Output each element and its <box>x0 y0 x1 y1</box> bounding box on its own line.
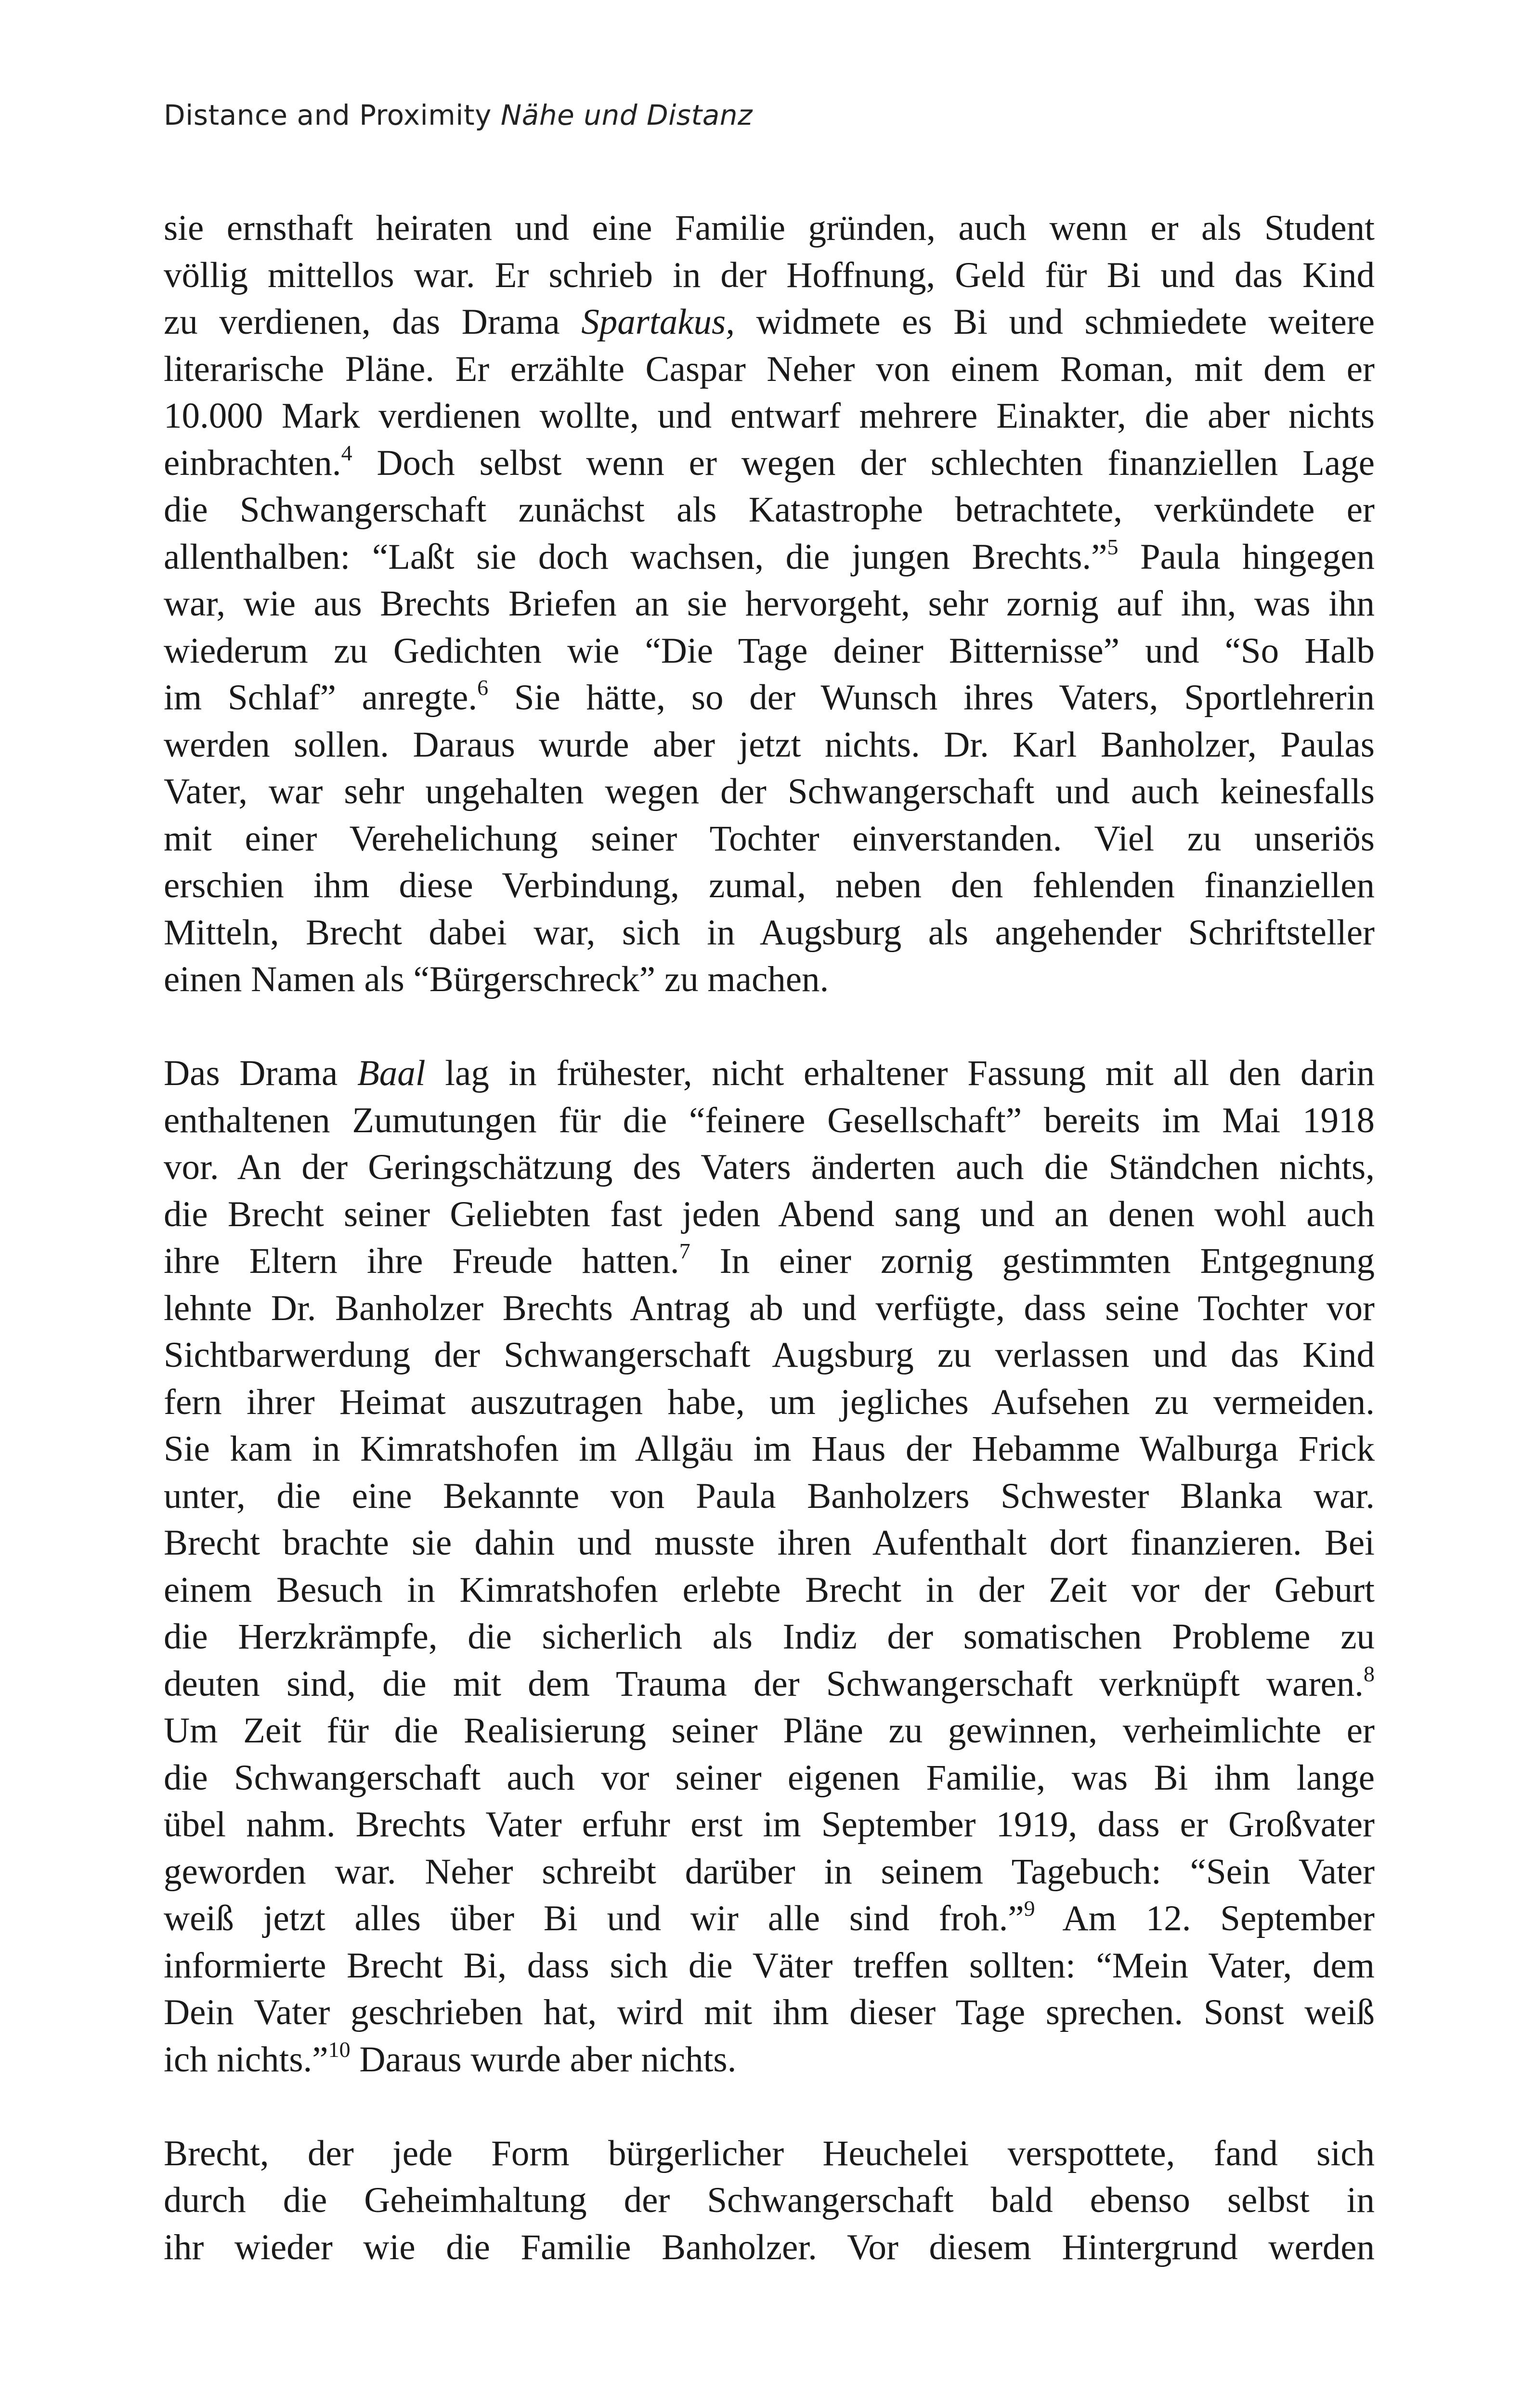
text-line: Sichtbarwerdung der Schwangerschaft Augsburg zu verlassen und das Kind <box>164 1335 1375 1375</box>
text-line: Sie kam in Kimratshofen im Allgäu im Haus der Hebamme Walburga Frick <box>164 1429 1375 1469</box>
text-line: deuten sind, die mit dem Trauma der Schwangerschaft verknüpft waren.$^8$ <box>164 1661 1375 1704</box>
italic-title: Spartakus, <box>581 302 735 342</box>
text-line: sie ernsthaft heiraten und eine Familie gründen, auch wenn er als Student <box>164 208 1375 248</box>
text-line: vor. An der Geringschätzung des Vaters änderten auch die Ständchen nichts, <box>164 1147 1375 1187</box>
text-line: Um Zeit für die Realisierung seiner Pläne zu gewinnen, verheimlichte er <box>164 1711 1375 1751</box>
text-line: allenthalben: “Laßt sie doch wachsen, die jungen Brechts.”$^5$ Paula hingegen <box>164 534 1375 577</box>
text-line: war, wie aus Brechts Briefen an sie hervorgeht, sehr zornig auf ihn, was ihn <box>164 584 1375 624</box>
text-line: Das Drama Baal lag in frühester, nicht erhaltener Fassung mit all den darin <box>164 1053 1375 1093</box>
paragraph <box>164 205 1375 1003</box>
footnote-ref: 9 <box>1024 1896 1035 1921</box>
text-line: Brecht brachte sie dahin und musste ihren Aufenthalt dort finanzieren. Bei <box>164 1523 1375 1563</box>
running-head <box>164 99 753 131</box>
text-line: weiß jetzt alles über Bi und wir alle sind froh.”$^9$ Am 12. September <box>164 1896 1375 1938</box>
running-head-german: Nähe und Distanz <box>500 99 753 131</box>
text-line: literarische Pläne. Er erzählte Caspar Neher von einem Roman, mit dem er <box>164 349 1375 389</box>
text-line: die Schwangerschaft auch vor seiner eigenen Familie, was Bi ihm lange <box>164 1757 1375 1798</box>
text-line: Mitteln, Brecht dabei war, sich in Augsburg als angehender Schriftsteller <box>164 912 1375 953</box>
text-line: werden sollen. Daraus wurde aber jetzt nichts. Dr. Karl Banholzer, Paulas <box>164 724 1375 765</box>
text-line: mit einer Verehelichung seiner Tochter einverstanden. Viel zu unseriös <box>164 818 1375 859</box>
text-line: erschien ihm diese Verbindung, zumal, neben den fehlenden finanziellen <box>164 865 1375 905</box>
text-line: die Schwangerschaft zunächst als Katastrophe betrachtete, verkündete er <box>164 490 1375 530</box>
text-line: zu verdienen, das Drama Spartakus, widmete es Bi und schmiedete weitere <box>164 302 1375 342</box>
text-line: übel nahm. Brechts Vater erfuhr erst im September 1919, dass er Großvater <box>164 1805 1375 1845</box>
text-line: lehnte Dr. Banholzer Brechts Antrag ab und verfügte, dass seine Tochter vor <box>164 1288 1375 1328</box>
text-line: durch die Geheimhaltung der Schwangerschaft bald ebenso selbst in <box>164 2180 1375 2220</box>
text-line: Brecht, der jede Form bürgerlicher Heuchelei verspottete, fand sich <box>164 2133 1375 2173</box>
text-line: einen Namen als “Bürgerschreck” zu machen. <box>164 959 829 999</box>
text-line: ich nichts.”$^{10}$ Daraus wurde aber nichts. <box>164 2037 737 2080</box>
footnote-ref: 5 <box>1107 534 1119 559</box>
text-line: völlig mittellos war. Er schrieb in der Hoffnung, Geld für Bi und das Kind <box>164 255 1375 295</box>
footnote-ref: 4 <box>341 440 352 465</box>
text-line: ihr wieder wie die Familie Banholzer. Vor diesem Hintergrund werden <box>164 2227 1375 2267</box>
text-line: unter, die eine Bekannte von Paula Banholzers Schwester Blanka war. <box>164 1476 1375 1516</box>
footnote-ref: 8 <box>1364 1661 1375 1686</box>
text-line: Dein Vater geschrieben hat, wird mit ihm dieser Tage sprechen. Sonst weiß <box>164 1992 1375 2032</box>
text-line: informierte Brecht Bi, dass sich die Väter treffen sollten: “Mein Vater, dem <box>164 1945 1375 1986</box>
text-line: enthaltenen Zumutungen für die “feinere Gesellschaft” bereits im Mai 1918 <box>164 1100 1375 1140</box>
footnote-ref: 10 <box>328 2037 351 2062</box>
text-line: geworden war. Neher schreibt darüber in seinem Tagebuch: “Sein Vater <box>164 1851 1375 1892</box>
footnote-ref: 7 <box>679 1239 690 1263</box>
text-line: die Herzkrämpfe, die sicherlich als Indiz der somatischen Probleme zu <box>164 1617 1375 1657</box>
footnote-ref: 6 <box>477 675 489 700</box>
text-line: die Brecht seiner Geliebten fast jeden Abend sang und an denen wohl auch <box>164 1194 1375 1234</box>
text-line: einbrachten.$^4$ Doch selbst wenn er wegen der schlechten finanziellen Lage <box>164 440 1375 483</box>
text-line: einem Besuch in Kimratshofen erlebte Brecht in der Zeit vor der Geburt <box>164 1570 1375 1610</box>
paragraph <box>164 2130 1375 2271</box>
text-line: im Schlaf” anregte.$^6$ Sie hätte, so der Wunsch ihres Vaters, Sportlehrerin <box>164 675 1375 718</box>
text-line: 10.000 Mark verdienen wollte, und entwarf mehrere Einakter, die aber nichts <box>164 396 1375 436</box>
running-head-english: Distance and Proximity <box>164 99 492 131</box>
italic-title: Baal <box>357 1053 426 1093</box>
body-text <box>164 205 1375 2271</box>
paragraph <box>164 1050 1375 2083</box>
text-line: ihre Eltern ihre Freude hatten.$^7$ In einer zornig gestimmten Entgegnung <box>164 1239 1375 1281</box>
text-line: Vater, war sehr ungehalten wegen der Schwangerschaft und auch keinesfalls <box>164 772 1375 811</box>
text-line: wiederum zu Gedichten wie “Die Tage deiner Bitternisse” und “So Halb <box>164 630 1375 671</box>
text-line: fern ihrer Heimat auszutragen habe, um jegliches Aufsehen zu vermeiden. <box>164 1382 1375 1422</box>
